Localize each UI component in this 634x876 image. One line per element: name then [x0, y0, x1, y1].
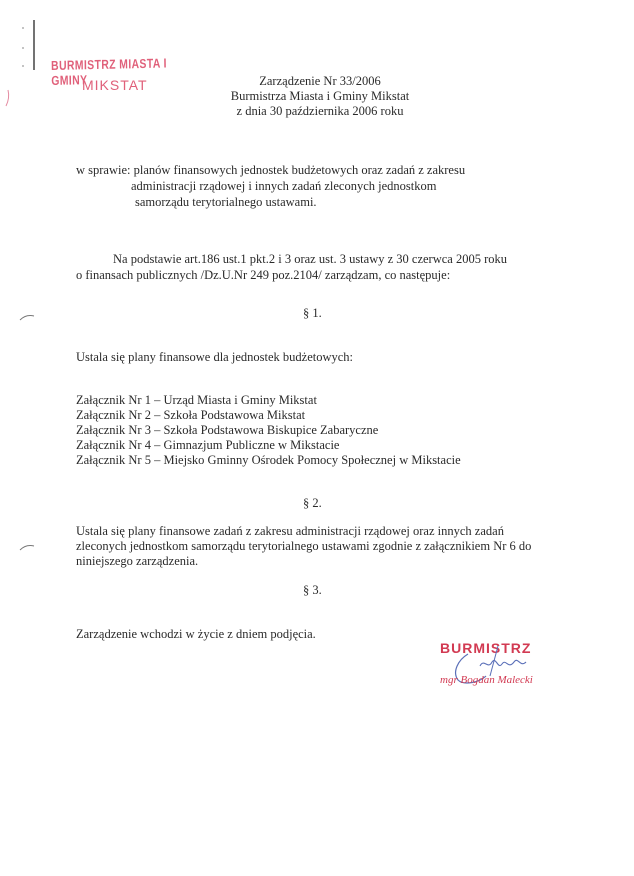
document-title: Zarządzenie Nr 33/2006: [259, 74, 381, 88]
attachment-item: Załącznik Nr 2 – Szkoła Podstawowa Mikstat: [76, 408, 306, 422]
subject-line2: administracji rządowej i innych zadań zleconych jednostkom: [131, 179, 437, 193]
signature-name: mgr Bogdan Malecki: [440, 674, 533, 686]
signature-block: [428, 636, 588, 696]
basis-line2: o finansach publicznych /Dz.U.Nr 249 poz.2104/ zarządzam, co następuje:: [76, 268, 451, 282]
section3-text: Zarządzenie wchodzi w życie z dniem podjęcia.: [76, 627, 316, 641]
section1-text: Ustala się plany finansowe dla jednostek budżetowych:: [76, 350, 354, 364]
stamp-line1: BURMISTRZ MIASTA I GMINY: [51, 55, 168, 88]
attachment-item: Załącznik Nr 1 – Urząd Miasta i Gminy Mikstat: [76, 393, 317, 407]
attachment-item: Załącznik Nr 5 – Miejsko Gminny Ośrodek Pomocy Społecznej w Mikstacie: [76, 453, 461, 467]
subject-line3: samorządu terytorialnego ustawami.: [135, 195, 317, 209]
stamp-line2: MIKSTAT: [82, 77, 148, 93]
document-date: z dnia 30 października 2006 roku: [236, 104, 404, 118]
handwritten-signature: [428, 636, 588, 696]
office-stamp: [46, 55, 206, 102]
margin-marks-decoration: [0, 20, 40, 600]
document-header: [200, 74, 440, 119]
section3-heading: § 3.: [303, 583, 322, 597]
section2-line3: niniejszego zarządzenia.: [76, 554, 199, 568]
attachment-item: Załącznik Nr 4 – Gimnazjum Publiczne w Mikstacie: [76, 438, 340, 452]
section2-line1: Ustala się plany finansowe zadań z zakresu administracji rządowej oraz innych zadań: [76, 524, 504, 538]
section1-heading: § 1.: [303, 306, 322, 320]
section2-heading: § 2.: [303, 496, 322, 510]
document-issuer: Burmistrza Miasta i Gminy Mikstat: [230, 89, 410, 103]
subject-line1: w sprawie: planów finansowych jednostek budżetowych oraz zadań z zakresu: [76, 163, 466, 177]
basis-line1: Na podstawie art.186 ust.1 pkt.2 i 3 oraz ust. 3 ustawy z 30 czerwca 2005 roku: [113, 252, 508, 266]
section2-line2: zleconych jednostkom samorządu terytorialnego ustawami zgodnie z załącznikiem Nr 6 do: [76, 539, 532, 553]
signature-title: BURMISTRZ: [440, 640, 532, 656]
attachment-item: Załącznik Nr 3 – Szkoła Podstawowa Biskupice Zabaryczne: [76, 423, 379, 437]
